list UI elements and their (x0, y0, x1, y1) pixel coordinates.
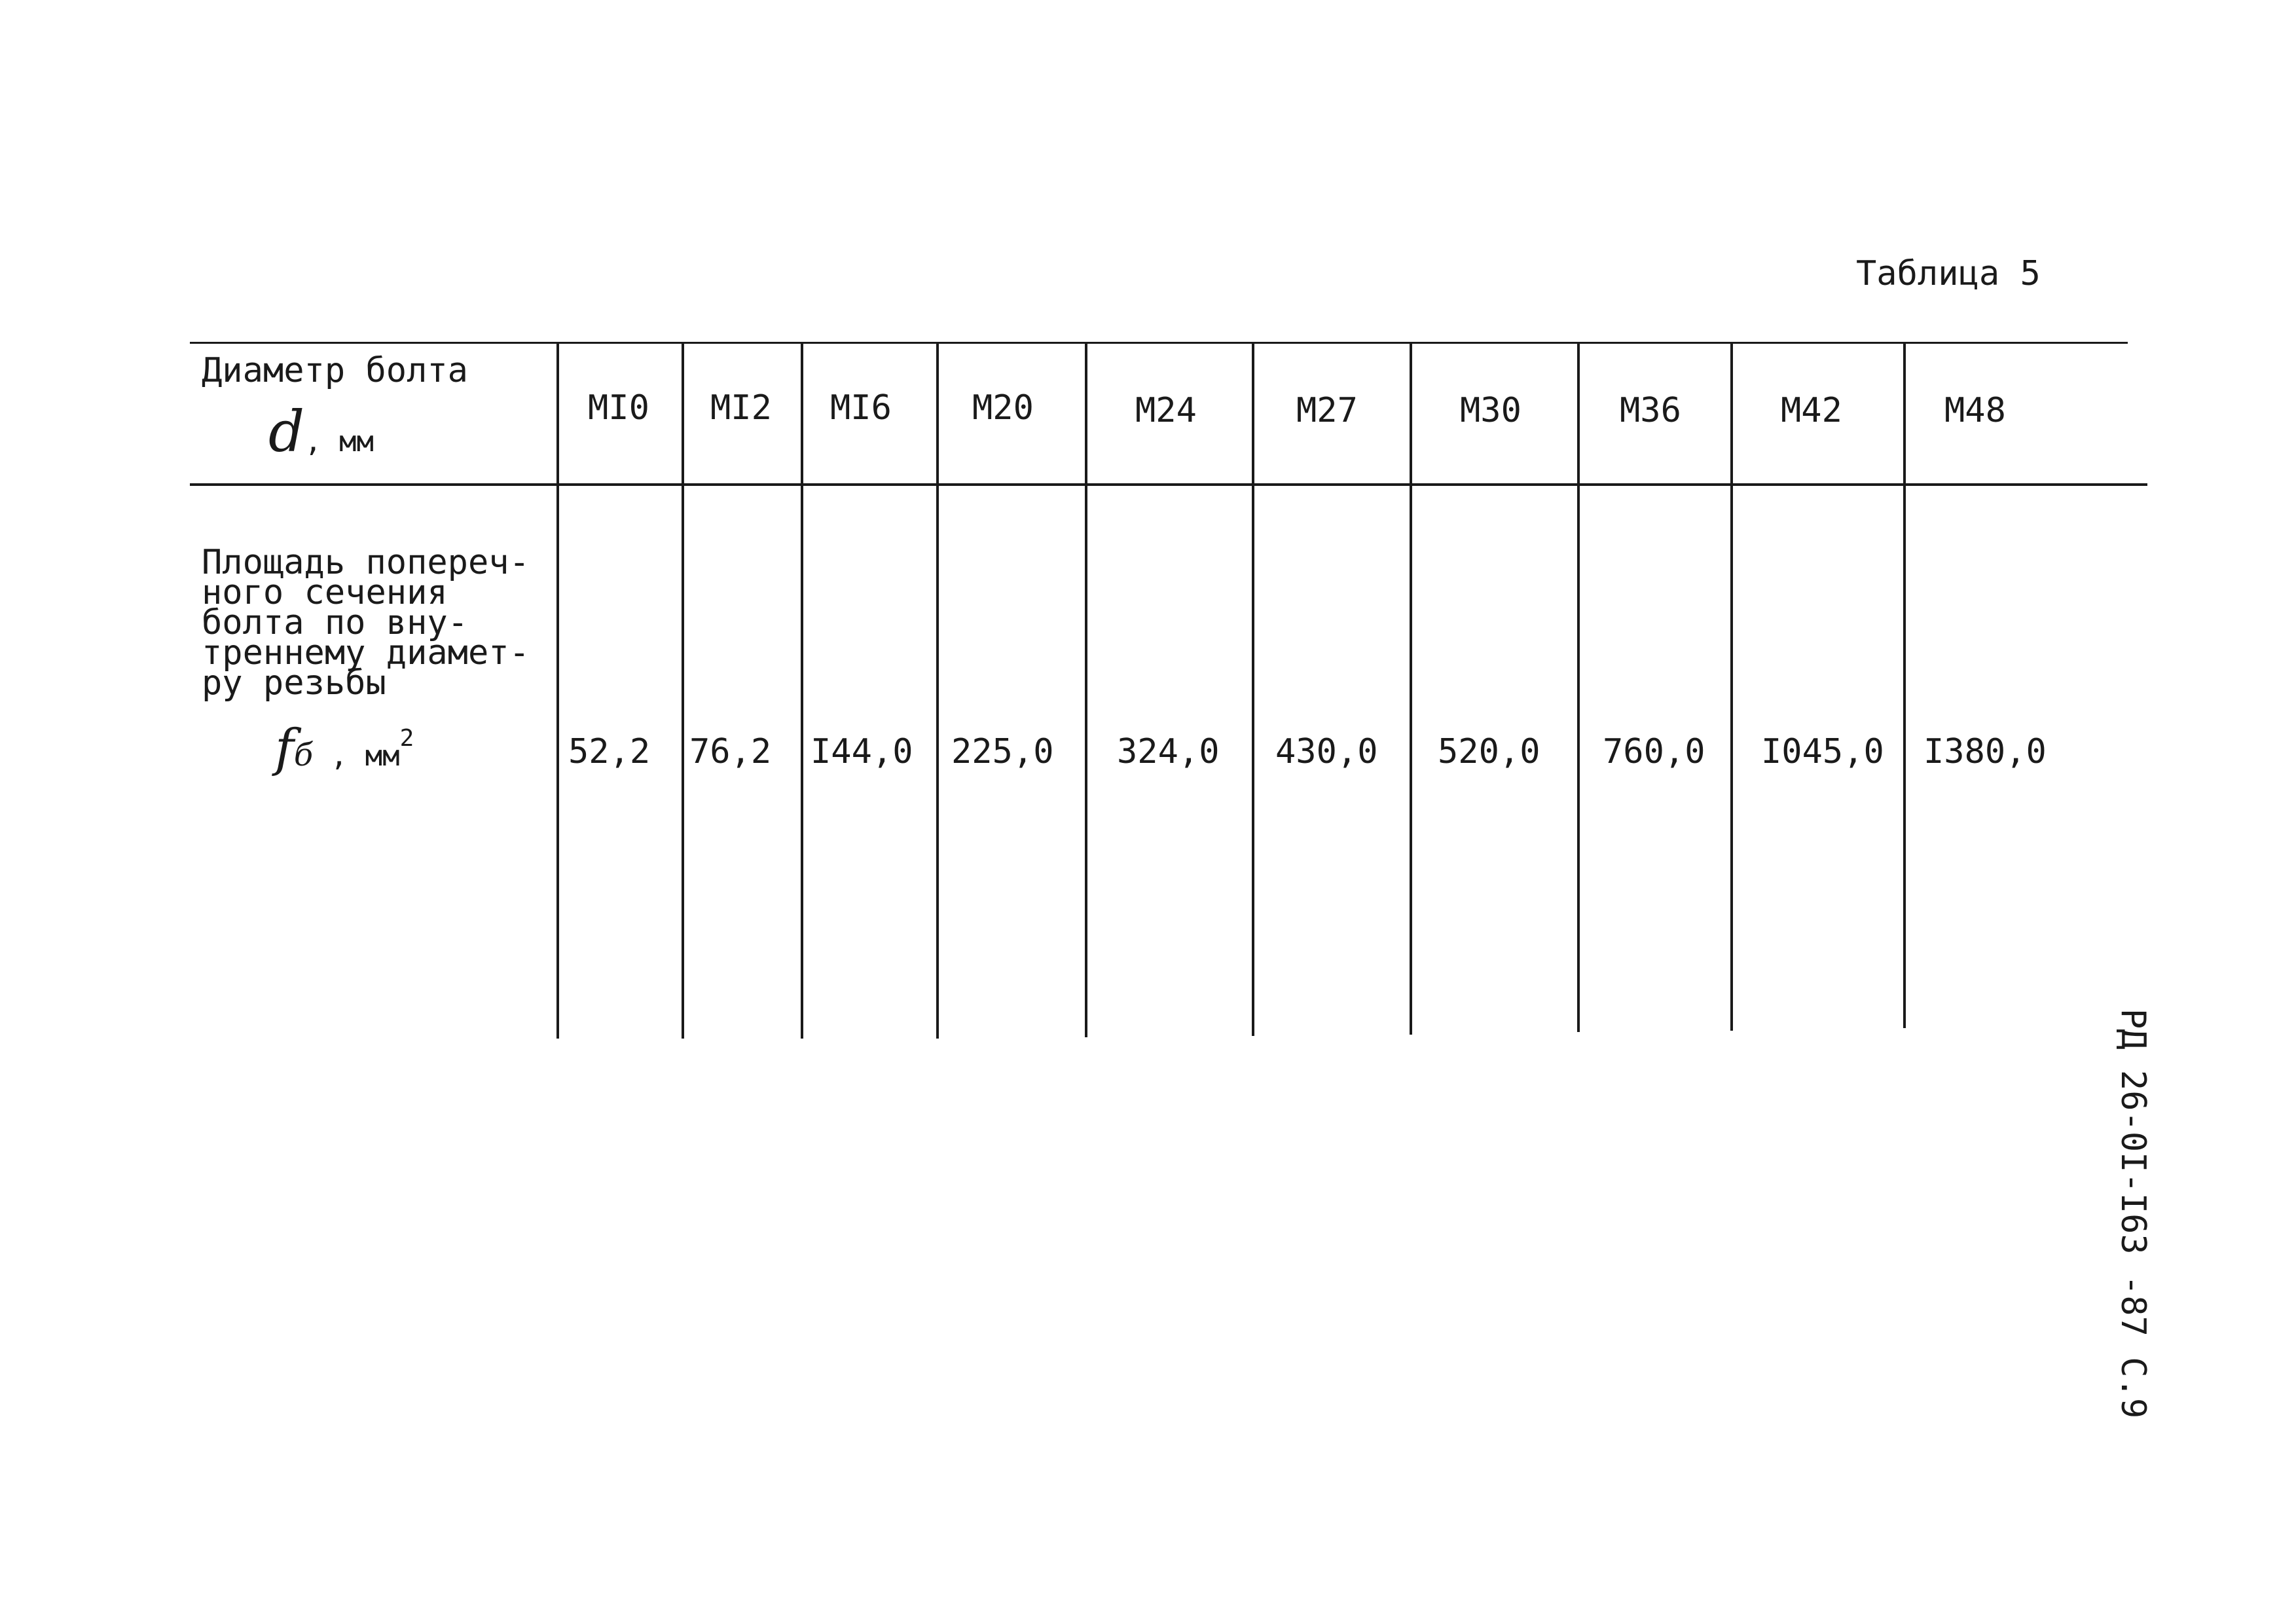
size-cell: М48 (1944, 391, 2006, 430)
table-caption: Таблица 5 (1856, 254, 2041, 293)
size-cell: М30 (1460, 391, 1522, 430)
area-label-line: Площадь попереч- (202, 543, 530, 582)
size-cell: МI6 (830, 388, 892, 428)
header-symbol-line (268, 399, 374, 465)
size-cell: М36 (1620, 391, 1681, 430)
column-divider (1577, 343, 1580, 1032)
size-cell: М20 (972, 388, 1034, 428)
area-value-cell: 225,0 (951, 732, 1054, 771)
area-label-line: ру резьбы (202, 663, 386, 703)
area-symbol: f (275, 719, 294, 778)
area-row-label (202, 543, 530, 703)
size-cell: М24 (1135, 391, 1197, 430)
header-bottom-rule (190, 483, 2147, 486)
area-value-cell: 76,2 (689, 732, 772, 771)
diameter-unit: , мм (304, 425, 374, 458)
column-divider (1085, 343, 1087, 1037)
area-value-cell: 520,0 (1438, 732, 1540, 771)
column-divider (936, 343, 939, 1039)
area-unit: , мм (313, 739, 400, 773)
size-cell: МI0 (588, 388, 649, 428)
column-divider (682, 343, 684, 1039)
area-label-line: ного сечения (202, 573, 448, 612)
table-top-rule (190, 342, 2128, 344)
area-label-line: болта по вну- (202, 603, 468, 642)
document-code: РД 26-0I-I63 -87 С.9 (2113, 1008, 2153, 1419)
area-value-cell: 52,2 (568, 732, 651, 771)
column-divider (801, 343, 803, 1039)
area-unit-exponent: 2 (399, 725, 414, 752)
area-symbol-line (275, 719, 414, 778)
column-divider (556, 343, 559, 1039)
size-cell: М27 (1296, 391, 1358, 430)
column-divider (1730, 343, 1733, 1031)
area-value-cell: 430,0 (1275, 732, 1378, 771)
column-divider (1252, 343, 1254, 1036)
area-label-line: треннему диамет- (202, 633, 530, 673)
size-cell: МI2 (710, 388, 772, 428)
column-divider (1903, 343, 1906, 1028)
column-divider (1410, 343, 1412, 1035)
area-value-cell: I44,0 (811, 732, 913, 771)
area-value-cell: I380,0 (1923, 732, 2047, 771)
diameter-symbol: d (268, 399, 305, 465)
header-label: Диаметр болта (202, 351, 468, 390)
area-value-cell: I045,0 (1761, 732, 1884, 771)
area-value-cell: 324,0 (1117, 732, 1220, 771)
area-value-cell: 760,0 (1603, 732, 1705, 771)
area-symbol-subscript: б (293, 737, 314, 773)
size-cell: М42 (1781, 391, 1842, 430)
